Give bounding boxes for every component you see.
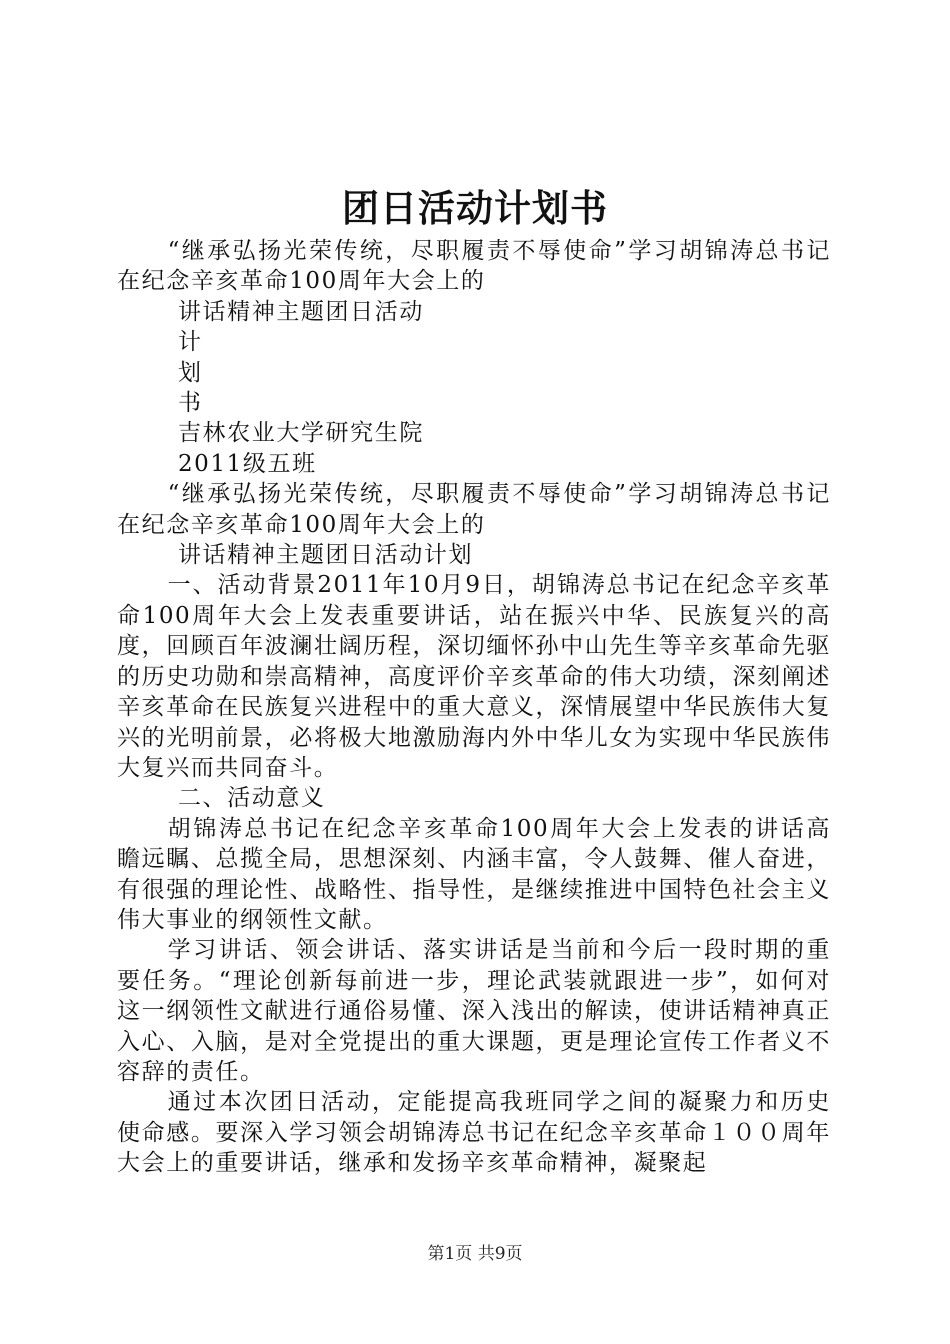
paragraph-study-tasks: 学习讲话、领会讲话、落实讲话是当前和今后一段时期的重要任务。“理论创新每前进一步，理论武装就跟进一步”，如何对这一纲领性文献进行通俗易懂、深入浅出的解读，使讲话精神真正入心、入脑，是对全党提出的重大课题，更是理论宣传工作者义不容辞的责任。: [117, 937, 831, 1085]
paragraph-char-shu: 书: [177, 390, 203, 417]
paragraph-class: 2011级五班: [177, 450, 317, 477]
paragraph-plan-heading: 讲话精神主题团日活动计划: [177, 542, 474, 569]
paragraph-theme-heading-repeat: “继承弘扬光荣传统，尽职履责不辱使命”学习胡锦涛总书记在纪念辛亥革命100周年大会上的: [117, 481, 831, 538]
paragraph-institution: 吉林农业大学研究生院: [177, 420, 424, 447]
document-body: [117, 236, 831, 1179]
paragraph-significance: 胡锦涛总书记在纪念辛亥革命100周年大会上发表的讲话高瞻远瞩、总揽全局，思想深刻、内涵丰富，令人鼓舞、催人奋进，有很强的理论性、战略性、指导性，是继续推进中国特色社会主义伟大事业的纲领性文献。: [117, 815, 831, 933]
paragraph-theme-heading: “继承弘扬光荣传统，尽职履责不辱使命”学习胡锦涛总书记在纪念辛亥革命100周年大会上的: [117, 238, 831, 295]
paragraph-theme-subheading: 讲话精神主题团日活动: [177, 298, 424, 325]
paragraph-char-hua: 划: [177, 359, 203, 386]
paragraph-background: 一、活动背景2011年10月9日，胡锦涛总书记在纪念辛亥革命100周年大会上发表重要讲话，站在振兴中华、民族复兴的高度，回顾百年波澜壮阔历程，深切缅怀孙中山先生等辛亥革命先驱的历史功勋和崇高精神，高度评价辛亥革命的伟大功绩，深刻阐述辛亥革命在民族复兴进程中的重大意义，深情展望中华民族伟大复兴的光明前景，必将极大地激励海内外中华儿女为实现中华民族伟大复兴而共同奋斗。: [117, 572, 831, 781]
paragraph-char-ji: 计: [177, 329, 203, 356]
document-title: 团日活动计划书: [342, 186, 608, 230]
paragraph-significance-heading: 二、活动意义: [177, 785, 326, 812]
paragraph-activity-goal: 通过本次团日活动，定能提高我班同学之间的凝聚力和历史使命感。要深入学习领会胡锦涛总书记在纪念辛亥革命１００周年大会上的重要讲话，继承和发扬辛亥革命精神，凝聚起: [117, 1089, 831, 1177]
page-footer: 第1页 共9页: [427, 1244, 523, 1264]
